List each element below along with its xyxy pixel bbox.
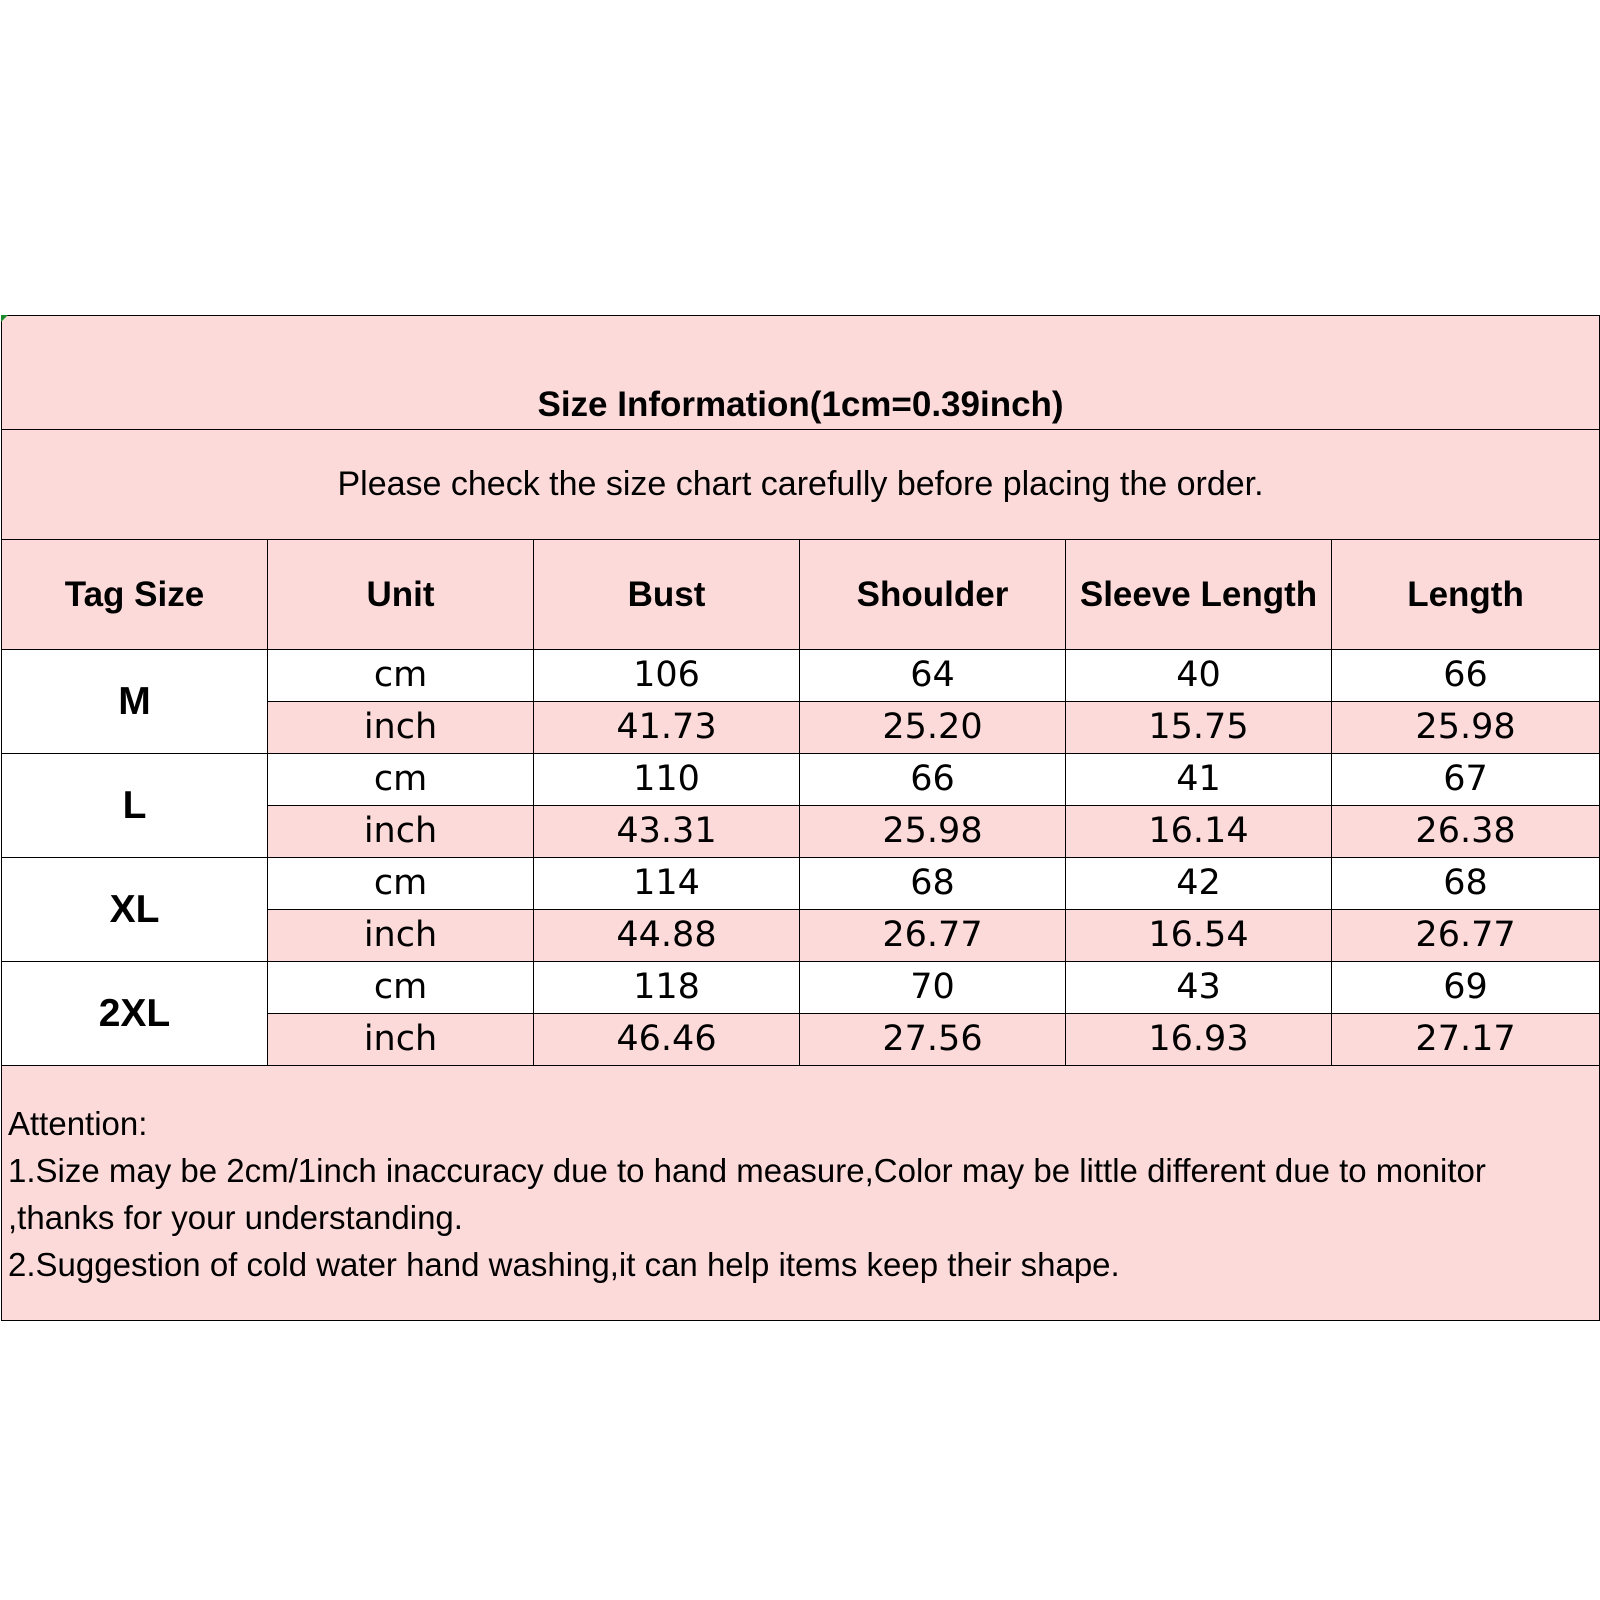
length-value: 66 (1332, 650, 1600, 702)
tag-size-cell: M (2, 650, 268, 754)
shoulder-value: 64 (800, 650, 1066, 702)
header-tag-size: Tag Size (2, 540, 268, 650)
notes-row (2, 1066, 1600, 1321)
header-bust: Bust (534, 540, 800, 650)
shoulder-value: 26.77 (800, 910, 1066, 962)
header-row (2, 540, 1600, 650)
bust-value: 43.31 (534, 806, 800, 858)
length-value: 67 (1332, 754, 1600, 806)
unit-cell: cm (268, 650, 534, 702)
header-length: Length (1332, 540, 1600, 650)
sleeve-length-value: 16.93 (1066, 1014, 1332, 1066)
sleeve-length-value: 40 (1066, 650, 1332, 702)
sleeve-length-value: 42 (1066, 858, 1332, 910)
shoulder-value: 27.56 (800, 1014, 1066, 1066)
size-chart-table (1, 315, 1600, 1321)
unit-cell: cm (268, 858, 534, 910)
title-row (2, 316, 1600, 430)
unit-cell: cm (268, 754, 534, 806)
sleeve-length-value: 43 (1066, 962, 1332, 1014)
sleeve-length-value: 16.54 (1066, 910, 1332, 962)
bust-value: 118 (534, 962, 800, 1014)
shoulder-value: 70 (800, 962, 1066, 1014)
length-value: 27.17 (1332, 1014, 1600, 1066)
length-value: 25.98 (1332, 702, 1600, 754)
unit-cell: inch (268, 806, 534, 858)
cell-corner-marker (1, 315, 8, 322)
attention-heading: Attention: (8, 1105, 148, 1142)
bust-value: 46.46 (534, 1014, 800, 1066)
bust-value: 41.73 (534, 702, 800, 754)
length-value: 26.77 (1332, 910, 1600, 962)
header-unit: Unit (268, 540, 534, 650)
bust-value: 114 (534, 858, 800, 910)
unit-cell: cm (268, 962, 534, 1014)
bust-value: 106 (534, 650, 800, 702)
attention-note-2: 2.Suggestion of cold water hand washing,it can help items keep their shape. (8, 1246, 1120, 1283)
header-sleeve-length: Sleeve Length (1066, 540, 1332, 650)
attention-note-1: 1.Size may be 2cm/1inch inaccuracy due to hand measure,Color may be little different due to monitor ,thanks for your understanding. (8, 1152, 1486, 1236)
bust-value: 44.88 (534, 910, 800, 962)
subtitle-row (2, 430, 1600, 540)
sleeve-length-value: 41 (1066, 754, 1332, 806)
table-row (2, 962, 1600, 1014)
length-value: 69 (1332, 962, 1600, 1014)
table-row (2, 858, 1600, 910)
header-shoulder: Shoulder (800, 540, 1066, 650)
table-row (2, 650, 1600, 702)
chart-title: Size Information(1cm=0.39inch) (2, 316, 1600, 430)
unit-cell: inch (268, 910, 534, 962)
tag-size-cell: L (2, 754, 268, 858)
sleeve-length-value: 16.14 (1066, 806, 1332, 858)
shoulder-value: 68 (800, 858, 1066, 910)
shoulder-value: 25.20 (800, 702, 1066, 754)
attention-notes (2, 1066, 1600, 1321)
length-value: 26.38 (1332, 806, 1600, 858)
table-row (2, 754, 1600, 806)
shoulder-value: 25.98 (800, 806, 1066, 858)
unit-cell: inch (268, 702, 534, 754)
sleeve-length-value: 15.75 (1066, 702, 1332, 754)
bust-value: 110 (534, 754, 800, 806)
tag-size-cell: 2XL (2, 962, 268, 1066)
shoulder-value: 66 (800, 754, 1066, 806)
length-value: 68 (1332, 858, 1600, 910)
tag-size-cell: XL (2, 858, 268, 962)
unit-cell: inch (268, 1014, 534, 1066)
chart-subtitle: Please check the size chart carefully before placing the order. (2, 430, 1600, 540)
